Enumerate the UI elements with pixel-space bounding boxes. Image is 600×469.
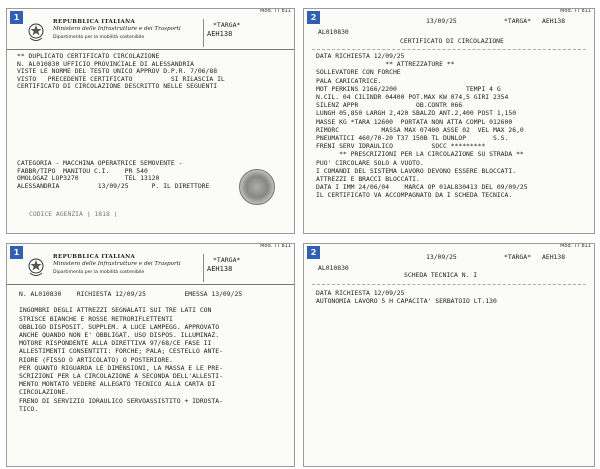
official-stamp (239, 169, 275, 205)
text-line: TICO. (19, 404, 39, 413)
text-line: N. AL010830 RICHIESTA 12/09/25 EMESSA 13/09/25 (19, 290, 243, 298)
republic-title: REPUBBLICA ITALIANA (53, 19, 136, 25)
text-line: DATA I IMM 24/06/04 MARCA OP 01AL830413 DEL 09/09/25 (316, 183, 528, 192)
text-line: RIMORC MASSA MAX 07400 ASSE 02 VEL MAX 26,0 (316, 125, 524, 134)
text-line: VISTO PRECEDENTE CERTIFICATO SI RILASCIA IL (17, 74, 225, 83)
text-line: PER QUANTO RIGUARDA LE DIMENSIONI, LA MASSA E LE PRE- (19, 363, 223, 372)
text-line: CIRCOLAZIONE. (19, 388, 70, 397)
text-line: CATEGORIA - MACCHINA OPERATRICE SEMOVENTE - (17, 159, 183, 167)
text-line: PALA CARICATRICE. (316, 76, 382, 85)
text-line: DATA RICHIESTA 12/09/25 (316, 289, 405, 297)
text-line: CERTIFICATO DI CIRCOLAZIONE DESCRITTO NELLE SEGUENTI (17, 82, 218, 91)
text-line: RIORE (FISSO O ARTICOLATO) O POSTERIORE. (19, 355, 173, 364)
text-line: ALLESTIMENTI CONSENTITI: FORCHE; PALA; CESTELLO ANTE- (19, 347, 223, 356)
text-line: MENTO MONTATO VEDERE ALLEGATO TECNICO ALLA CARTA DI (19, 380, 216, 389)
text-line: ATTREZZI E BRACCI BLOCCATI. (316, 175, 420, 183)
page-badge: 1 (10, 246, 23, 259)
page-badge: 1 (10, 11, 23, 24)
ministry-name: Ministero delle Infrastrutture e dei Trasporti (53, 26, 181, 32)
text-line: DATA RICHIESTA 12/09/25 (316, 52, 405, 60)
document-page-3 (6, 243, 295, 467)
targa-label: *TARGA* (504, 17, 531, 25)
form-code: Mod. TT 811 (260, 8, 291, 14)
republic-title: REPUBBLICA ITALIANA (53, 254, 136, 260)
text-line: ** DUPLICATO CERTIFICATO CIRCOLAZIONE (17, 52, 160, 60)
text-line: PNEUMATICI 460/70-20 T37 150B TL DUNLOP S.S. (316, 134, 509, 142)
text-line: MASSE KG *TARA 12600 PORTATA NON ATTA COMPL 012600 (316, 117, 513, 126)
document-number: AL010830 (318, 264, 349, 272)
plate-number: AEH138 (542, 17, 566, 25)
text-line: MOTORE RISPONDENTE ALLA DIRETTIVA 97/68/CE FASE II (19, 339, 212, 348)
text-line: N. AL010830 UFFICIO PROVINCIALE DI ALESSANDRIA (17, 59, 194, 68)
page-badge: 2 (307, 246, 320, 259)
plate-number: AEH138 (207, 30, 233, 38)
text-line: SILENZ APPR OB.CONTR 066 (316, 101, 463, 110)
plate-number: AEH138 (542, 253, 566, 261)
text-line: N.CIL. 04 CILINDR 04400 POT.MAX KW 074,5 GIRI 2354 (316, 93, 509, 101)
issue-date: 13/09/25 (426, 17, 457, 25)
form-code: Mod. TT 811 (560, 243, 591, 249)
text-line: SCRIZIONI PER LA CIRCOLAZIONE A SECONDA DELL'ALLESTI- (19, 372, 223, 380)
italian-emblem-icon (27, 21, 45, 43)
text-line: INGOMBRI DEGLI ATTREZZI SEGNALATI SUI TRE LATI CON (19, 306, 212, 315)
plate-number: AEH138 (207, 265, 233, 273)
text-line: OMOLOGAZ LOP3270 TEL 13120 (17, 174, 160, 183)
header-divider (312, 284, 586, 285)
text-line: ** PRESCRIZIONI PER LA CIRCOLAZIONE SU STRADA ** (316, 150, 524, 159)
italian-emblem-icon (27, 256, 45, 278)
page-badge: 2 (307, 11, 320, 24)
text-line: OBBLIGO DISPOSIT. SUPPLEM. A LUCE LAMPEGG. APPROVATO (19, 322, 220, 331)
text-line: FABBR/TIPO MANITOU C.I. PR 540 (17, 166, 148, 175)
document-header (7, 252, 294, 285)
text-line: STRISCE BIANCHE E ROSSE RETRORIFLETTENTI (19, 314, 173, 323)
form-code: Mod. TT 811 (260, 243, 291, 249)
targa-label: *TARGA* (504, 253, 531, 261)
header-divider (203, 254, 204, 282)
document-page-4 (303, 243, 595, 467)
agency-code: CODICE AGENZIA ) 1818 ( (29, 210, 118, 218)
document-page-1 (6, 8, 295, 234)
text-line: SOLLEVATORE CON FORCHE (316, 68, 401, 77)
text-line: VISTE LE NORME DEL TESTO UNICO APPROV D.P.R. 7/06/88 (17, 67, 218, 76)
targa-label: *TARGA* (213, 21, 241, 29)
document-number: AL010830 (318, 28, 349, 36)
text-line: FRENO DI SERVIZIO IDRAULICO SERVOASSISTITO + IDROSTA- (19, 396, 223, 405)
header-divider (203, 19, 204, 47)
form-code: Mod. TT 811 (560, 8, 591, 14)
document-title: CERTIFICATO DI CIRCOLAZIONE (400, 37, 504, 45)
text-line: ANCHE QUANDO NON E' OBBLIGAT. USO DISPOS. ILLUMINAZ. (19, 331, 220, 339)
text-line: FRENI SERV IDRAULICO SOCC ********* (316, 142, 486, 151)
document-header (7, 17, 294, 50)
text-line: LUNGH 05,850 LARGH 2,420 SBALZO ANT.2,400 POST 1,150 (316, 109, 517, 118)
text-line: I COMANDI DEL SISTEMA LAVORO DEVONO ESSERE BLOCCATI. (316, 166, 517, 175)
header-divider (312, 49, 586, 50)
department-name: Dipartimento per la mobilità sostenibile (53, 270, 145, 275)
text-line: ALESSANDRIA 13/09/25 P. IL DIRETTORE (17, 181, 210, 190)
department-name: Dipartimento per la mobilità sostenibile (53, 35, 145, 40)
targa-label: *TARGA* (213, 256, 241, 264)
text-line: IL CERTIFICATO VA ACCOMPAGNATO DA I SCHEDA TECNICA. (316, 191, 513, 200)
issue-date: 13/09/25 (426, 253, 457, 261)
text-line: PUO' CIRCOLARE SOLO A VUOTO. (316, 158, 424, 167)
document-page-2 (303, 8, 595, 234)
text-line: ** ATTREZZATURE ** (316, 60, 455, 69)
text-line: MOT PERKINS 2166/2200 TEMPI 4 G (316, 84, 501, 93)
text-line: AUTONOMIA LAVORO 5 H CAPACITA' SERBATOIO LT.130 (316, 297, 497, 306)
document-title: SCHEDA TECNICA N. I (404, 271, 478, 279)
ministry-name: Ministero delle Infrastrutture e dei Trasporti (53, 261, 181, 267)
